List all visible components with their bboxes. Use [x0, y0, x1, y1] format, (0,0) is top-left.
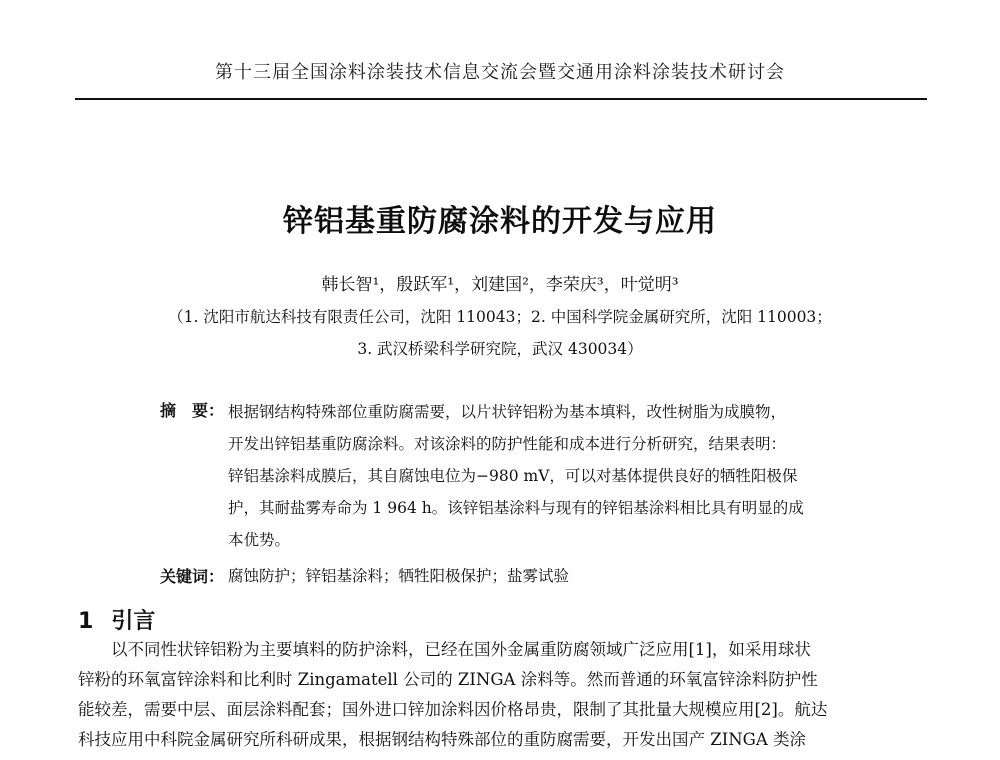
body-line-1: 以不同性状锌铝粉为主要填料的防护涂料，已经在国外金属重防腐领域广泛应用[1]，如采用球状 [78, 640, 811, 659]
keywords-text: 腐蚀防护；锌铝基涂料；牺牲阳极保护；盐雾试验 [228, 567, 570, 585]
author-list: 韩长智¹，殷跃军¹，刘建国²，李荣庆³，叶觉明³ [321, 275, 679, 295]
abstract-label: 摘 要： [160, 401, 225, 420]
abstract-line-1: 根据钢结构特殊部位重防腐需要，以片状锌铝粉为基本填料，改性树脂为成膜物， [228, 403, 787, 421]
section-title: 引言 [111, 609, 156, 634]
header-rule [75, 98, 927, 100]
abstract-line-4: 护，其耐盐雾寿命为 1 964 h。该锌铝基涂料与现有的锌铝基涂料相比具有明显的成 [228, 499, 804, 517]
section-heading [78, 604, 173, 635]
section-number: 1 [78, 609, 94, 634]
paper-title: 锌铝基重防腐涂料的开发与应用 [283, 204, 717, 239]
keywords-label: 关键词： [160, 567, 225, 586]
running-header: 第十三届全国涂料涂装技术信息交流会暨交通用涂料涂装技术研讨会 [215, 62, 785, 83]
body-line-4: 科技应用中科院金属研究所科研成果，根据钢结构特殊部位的重防腐需要，开发出国产 ZINGA 类涂 [78, 730, 807, 749]
abstract-line-3: 锌铝基涂料成膜后，其自腐蚀电位为−980 mV，可以对基体提供良好的牺牲阳极保 [228, 467, 798, 485]
body-line-2: 锌粉的环氧富锌涂料和比利时 Zingamatell 公司的 ZINGA 涂料等。然而普通的环氧富锌涂料防护性 [78, 670, 818, 689]
abstract-line-5: 本优势。 [228, 531, 291, 549]
affiliation-line-2: 3. 武汉桥梁科学研究院，武汉 430034） [357, 340, 643, 358]
affiliation-line-1: （1. 沈阳市航达科技有限责任公司，沈阳 110043；2. 中国科学院金属研究所，沈阳 110003； [168, 308, 832, 326]
body-line-3: 能较差，需要中层、面层涂料配套；国外进口锌加涂料因价格昂贵，限制了其批量大规模应用[2]。航达 [78, 700, 828, 719]
abstract-line-2: 开发出锌铝基重防腐涂料。对该涂料的防护性能和成本进行分析研究，结果表明： [228, 435, 787, 453]
